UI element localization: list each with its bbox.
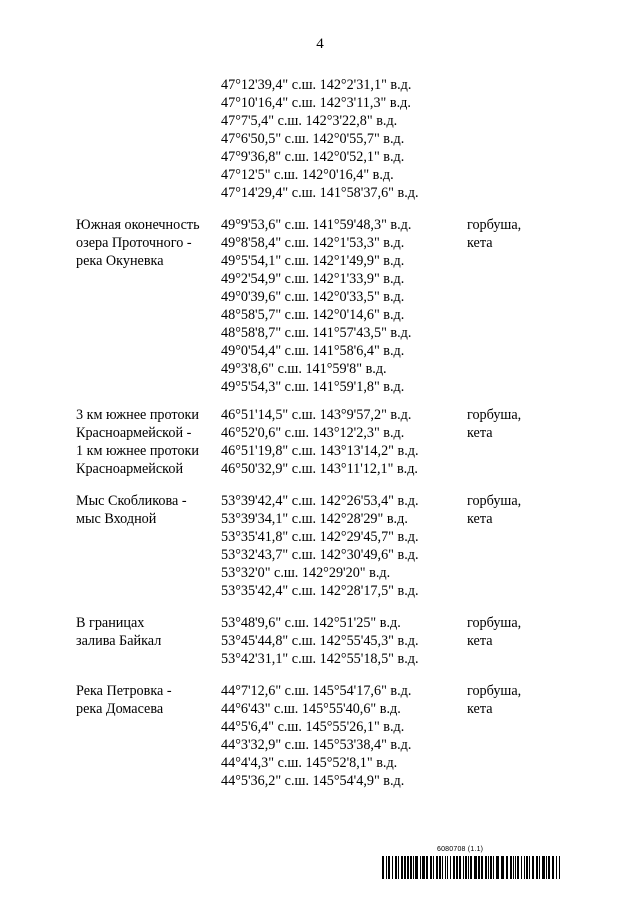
coordinate-line: 47°10'16,4" с.ш. 142°3'11,3" в.д. — [221, 95, 411, 111]
coordinate-line: 49°3'8,6" с.ш. 141°59'8" в.д. — [221, 361, 387, 377]
coordinate-line: 46°52'0,6" с.ш. 143°12'2,3" в.д. — [221, 425, 405, 441]
location-line: Красноармейской - — [76, 425, 192, 441]
barcode-code: 6080708 (1.1) — [437, 846, 484, 853]
coordinate-line: 49°0'39,6" с.ш. 142°0'33,5" в.д. — [221, 289, 405, 305]
coordinate-line: 48°58'8,7" с.ш. 141°57'43,5" в.д. — [221, 325, 412, 341]
barcode-image — [382, 856, 560, 879]
coordinate-line: 53°32'43,7" с.ш. 142°30'49,6" в.д. — [221, 547, 419, 563]
coordinate-line: 49°5'54,3" с.ш. 141°59'1,8" в.д. — [221, 379, 405, 395]
location-line: озера Проточного - — [76, 235, 192, 251]
coordinate-line: 44°7'12,6" с.ш. 145°54'17,6" в.д. — [221, 683, 412, 699]
location-line: залива Байкал — [76, 633, 162, 649]
coordinate-line: 46°50'32,9" с.ш. 143°11'12,1" в.д. — [221, 461, 418, 477]
coordinate-line: 44°4'4,3" с.ш. 145°52'8,1" в.д. — [221, 755, 398, 771]
page-number: 4 — [316, 36, 324, 52]
coordinate-line: 48°58'5,7" с.ш. 142°0'14,6" в.д. — [221, 307, 405, 323]
species-line: горбуша, — [467, 493, 522, 509]
species-line: кета — [467, 633, 493, 649]
location-line: Мыс Скобликова - — [76, 493, 187, 509]
location-line: Южная оконечность — [76, 217, 200, 233]
coordinate-line: 53°48'9,6" с.ш. 142°51'25" в.д. — [221, 615, 401, 631]
location-line: 1 км южнее протоки — [76, 443, 200, 459]
coordinate-line: 53°35'42,4" с.ш. 142°28'17,5" в.д. — [221, 583, 419, 599]
location-line: 3 км южнее протоки — [76, 407, 200, 423]
coordinate-line: 44°6'43" с.ш. 145°55'40,6" в.д. — [221, 701, 401, 717]
coordinate-line: 44°5'36,2" с.ш. 145°54'4,9" в.д. — [221, 773, 405, 789]
coordinate-line: 53°39'34,1" с.ш. 142°28'29" в.д. — [221, 511, 408, 527]
species-line: кета — [467, 425, 493, 441]
coordinate-line: 44°3'32,9" с.ш. 145°53'38,4" в.д. — [221, 737, 412, 753]
location-line: река Окуневка — [76, 253, 164, 269]
coordinate-line: 49°9'53,6" с.ш. 141°59'48,3" в.д. — [221, 217, 412, 233]
coordinate-line: 46°51'19,8" с.ш. 143°13'14,2" в.д. — [221, 443, 419, 459]
coordinate-line: 49°0'54,4" с.ш. 141°58'6,4" в.д. — [221, 343, 405, 359]
location-line: мыс Входной — [76, 511, 157, 527]
species-line: кета — [467, 235, 493, 251]
coordinate-line: 47°12'5" с.ш. 142°0'16,4" в.д. — [221, 167, 394, 183]
species-line: кета — [467, 701, 493, 717]
coordinate-line: 53°35'41,8" с.ш. 142°29'45,7" в.д. — [221, 529, 419, 545]
coordinate-line: 49°2'54,9" с.ш. 142°1'33,9" в.д. — [221, 271, 405, 287]
coordinate-line: 49°8'58,4" с.ш. 142°1'53,3" в.д. — [221, 235, 405, 251]
location-line: Река Петровка - — [76, 683, 172, 699]
coordinate-line: 46°51'14,5" с.ш. 143°9'57,2" в.д. — [221, 407, 412, 423]
coordinate-line: 53°32'0" с.ш. 142°29'20" в.д. — [221, 565, 391, 581]
species-line: горбуша, — [467, 615, 522, 631]
species-line: горбуша, — [467, 683, 522, 699]
species-line: горбуша, — [467, 217, 522, 233]
location-line: Красноармейской — [76, 461, 184, 477]
coordinate-line: 47°9'36,8" с.ш. 142°0'52,1" в.д. — [221, 149, 405, 165]
species-line: горбуша, — [467, 407, 522, 423]
coordinate-line: 53°45'44,8" с.ш. 142°55'45,3" в.д. — [221, 633, 419, 649]
coordinate-line: 47°7'5,4" с.ш. 142°3'22,8" в.д. — [221, 113, 398, 129]
location-line: В границах — [76, 615, 145, 631]
coordinate-line: 53°39'42,4" с.ш. 142°26'53,4" в.д. — [221, 493, 419, 509]
coordinate-line: 47°14'29,4" с.ш. 141°58'37,6" в.д. — [221, 185, 419, 201]
location-line: река Домасева — [76, 701, 164, 717]
coordinate-line: 53°42'31,1" с.ш. 142°55'18,5" в.д. — [221, 651, 419, 667]
coordinate-line: 47°6'50,5" с.ш. 142°0'55,7" в.д. — [221, 131, 405, 147]
coordinate-line: 47°12'39,4" с.ш. 142°2'31,1" в.д. — [221, 77, 412, 93]
coordinate-line: 49°5'54,1" с.ш. 142°1'49,9" в.д. — [221, 253, 405, 269]
coordinate-line: 44°5'6,4" с.ш. 145°55'26,1" в.д. — [221, 719, 405, 735]
species-line: кета — [467, 511, 493, 527]
